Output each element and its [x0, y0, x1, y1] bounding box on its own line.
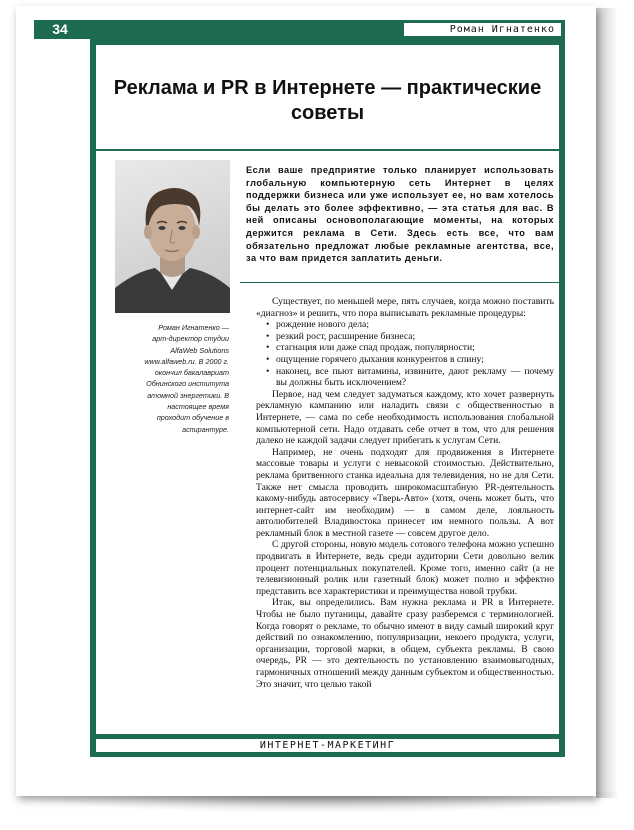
- photo-caption: Роман Игнатенко — арт-директор студии AlfaWeb Solutions www.alfaweb.ru. В 2000 г. окончил бакалавриат Обнинского института атомной энергетики. В настоящее время проходит обучение в аспирантуре.: [144, 323, 229, 434]
- list-item: • ощущение горячего дыхания конкурентов в спину;: [276, 354, 554, 366]
- author-photo: [115, 160, 230, 313]
- body-paragraph: Например, не очень подходят для продвижения в Интернете массовые товары и услуги с невысокой стоимостью. Действительно, реклама бритвенного станка идеальна для телевидения, но не для Сети. Также нет смысла проводить широкомасштабную PR-деятельность какому-нибудь автосервису «Тверь-Авто» (хотя, очень может быть, что интернет-сайт им необходим) — в самом деле, лояльность автолюбителей Владивостока принесет им немного пользы. А вот рекламный блок в местной газете — совсем другое дело.: [256, 446, 554, 539]
- lead-divider: [240, 282, 559, 283]
- article-body: [256, 296, 554, 728]
- title-divider: [96, 149, 559, 151]
- page-header: [34, 20, 565, 39]
- body-paragraph: Итак, вы определились. Вам нужна реклама и PR в Интернете. Чтобы не было путаницы, давайте сразу разберемся с терминологией. Когда говорят о рекламе, то обычно имеют в виду самый широкий круг действий по ознакомлению, популяризации, некоего продукта, услуги, организации, торговой марки, в общем, субъекта рекламы. В свою очередь, PR — это деятельность по установлению взаимовыгодных, гармоничных отношений между данным субъектом и общественностью. Это значит, что целью такой: [256, 597, 554, 690]
- list-item: • стагнация или даже спад продаж, популярности;: [276, 342, 554, 354]
- header-author: Роман Игнатенко: [404, 23, 561, 36]
- body-paragraph: С другой стороны, новую модель сотового телефона можно успешно продвигать в Интернете, ведь среди аудитории Сети довольно велик процент потенциальных покупателей. Кроме того, именно сайт (а не телевизионный ролик или газетный блок) может полно и эффектно представить все характеристики и преимущества новой трубки.: [256, 539, 554, 597]
- page-number: 34: [52, 21, 68, 37]
- portrait-illustration: [115, 160, 230, 313]
- page-shadow-right: [596, 8, 618, 798]
- reasons-list: [256, 319, 554, 389]
- page-footer: [90, 734, 565, 757]
- article-title: Реклама и PR в Интернете — практические советы: [113, 77, 542, 124]
- section-label: ИНТЕРНЕТ-МАРКЕТИНГ: [96, 739, 559, 752]
- body-intro: Существует, по меньшей мере, пять случаев, когда можно поставить «диагноз» и решить, что пора выписывать рекламные процедуры:: [256, 296, 554, 319]
- list-item: • резкий рост, расширение бизнеса;: [276, 331, 554, 343]
- list-item: • рождение нового дела;: [276, 319, 554, 331]
- list-item: • наконец, все пьют витамины, извините, дают рекламу — почему вы должны быть исключением?: [276, 366, 554, 389]
- article-lead: Если ваше предприятие только планирует использовать глобальную компьютерную сеть Интернет в целях поддержки бизнеса или уже использует ее, но вам хотелось бы делать это более эффективно, — эта статья для вас. В ней описаны основополагающие моменты, на которых держится реклама в Сети. Здесь есть все, что вам обязательно предложат любые рекламные агентства, все, за что вам придется заплатить деньги.: [246, 165, 554, 264]
- magazine-page: [16, 6, 596, 796]
- body-paragraph: Первое, над чем следует задуматься каждому, кто хочет развернуть рекламную кампанию или наладить связи с общественностью в Интернете, — сама по себе необходимость использования глобальной компьютерной сети. Надо отдавать себе отчет в том, что для решения далеко не каждой задачи следует прибегать к услугам Сети.: [256, 388, 554, 447]
